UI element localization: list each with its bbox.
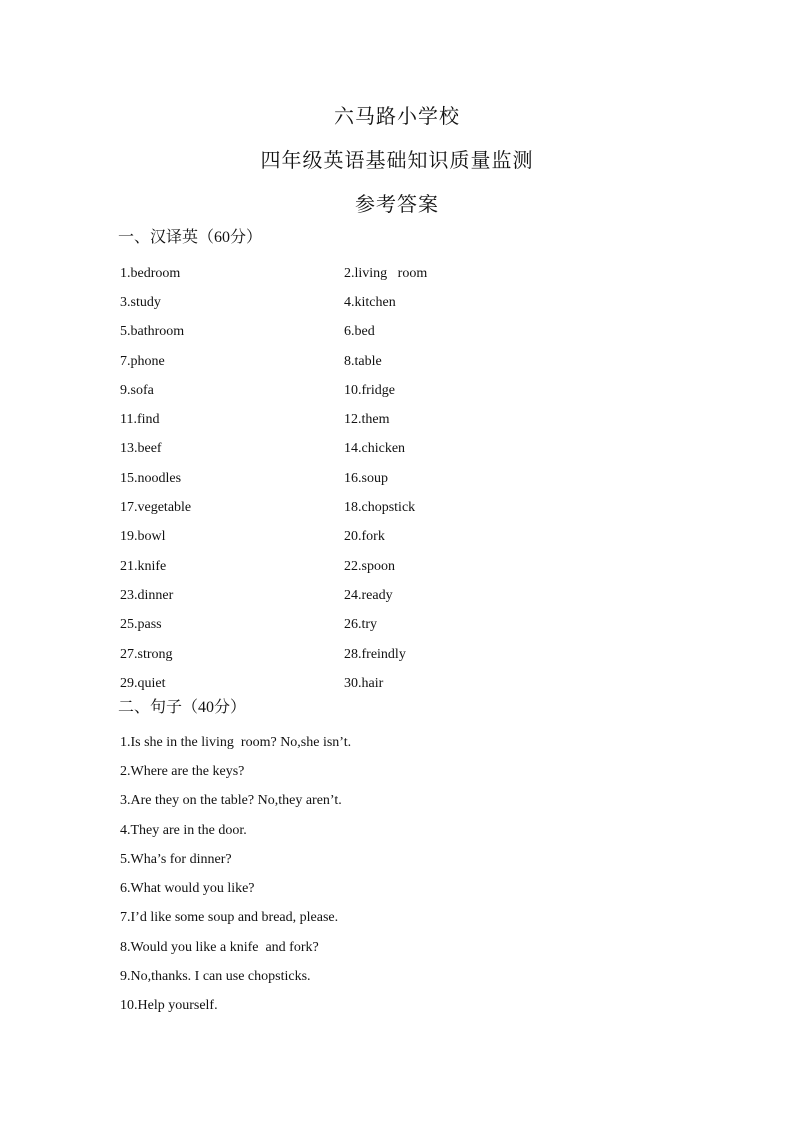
vocab-answer: 19.bowl (120, 529, 166, 545)
vocab-answer: 15.noodles (120, 470, 182, 486)
vocab-row (120, 405, 680, 434)
vocab-answer: 2.living room (344, 265, 428, 281)
vocab-answer: 1.bedroom (120, 265, 181, 281)
vocab-answer: 29.quiet (120, 675, 166, 691)
sentence-answer-list (120, 728, 680, 1021)
vocab-answer: 12.them (344, 412, 390, 428)
section2-heading: 二、句子（40分） (118, 699, 247, 716)
vocab-answer: 24.ready (344, 587, 393, 603)
vocab-answer: 18.chopstick (344, 500, 416, 516)
vocab-row (120, 669, 680, 698)
vocab-answer: 21.knife (120, 558, 167, 574)
vocab-row (120, 523, 680, 552)
vocab-answer: 4.kitchen (344, 294, 396, 310)
vocab-answer: 28.freindly (344, 646, 406, 662)
sentence-answer: 6.What would you like? (120, 881, 255, 897)
vocab-answer: 16.soup (344, 470, 388, 486)
sentence-answer: 4.They are in the door. (120, 822, 247, 838)
sentence-answer: 10.Help yourself. (120, 998, 218, 1014)
exam-title: 四年级英语基础知识质量监测 (260, 150, 534, 172)
vocab-row (120, 259, 680, 288)
vocab-answer: 30.hair (344, 675, 384, 691)
vocab-answer: 6.bed (344, 324, 375, 340)
vocab-row (120, 552, 680, 581)
vocab-answer: 11.find (120, 412, 160, 428)
vocab-row (120, 435, 680, 464)
vocab-answer: 23.dinner (120, 587, 174, 603)
vocab-answer-grid (120, 259, 680, 698)
sentence-answer: 3.Are they on the table? No,they aren’t. (120, 793, 342, 809)
vocab-answer: 27.strong (120, 646, 173, 662)
vocab-answer: 7.phone (120, 353, 165, 369)
sentence-answer: 8.Would you like a knife and fork? (120, 939, 319, 955)
vocab-row (120, 376, 680, 405)
vocab-answer: 5.bathroom (120, 324, 185, 340)
vocab-answer: 20.fork (344, 529, 385, 545)
vocab-answer: 14.chicken (344, 441, 406, 457)
vocab-answer: 13.beef (120, 441, 162, 457)
vocab-row (120, 493, 680, 522)
title-block (0, 100, 794, 232)
vocab-row (120, 288, 680, 317)
answer-key-subtitle: 参考答案 (355, 194, 439, 216)
vocab-row (120, 318, 680, 347)
vocab-answer: 3.study (120, 294, 161, 310)
vocab-row (120, 347, 680, 376)
vocab-answer: 26.try (344, 617, 378, 633)
vocab-row (120, 464, 680, 493)
vocab-row (120, 581, 680, 610)
vocab-row (120, 640, 680, 669)
vocab-row (120, 611, 680, 640)
vocab-answer: 9.sofa (120, 382, 154, 398)
sentence-answer: 7.I’d like some soup and bread, please. (120, 910, 339, 926)
vocab-answer: 8.table (344, 353, 382, 369)
sentence-answer: 2.Where are the keys? (120, 763, 245, 779)
sentence-answer: 9.No,thanks. I can use chopsticks. (120, 969, 311, 985)
section1-heading: 一、汉译英（60分） (118, 229, 263, 246)
sentence-answer: 5.Wha’s for dinner? (120, 851, 232, 867)
vocab-answer: 25.pass (120, 617, 162, 633)
school-name: 六马路小学校 (334, 106, 460, 128)
vocab-answer: 22.spoon (344, 558, 395, 574)
sentence-answer: 1.Is she in the living room? No,she isn’t. (120, 734, 352, 750)
vocab-answer: 10.fridge (344, 382, 395, 398)
vocab-answer: 17.vegetable (120, 500, 192, 516)
